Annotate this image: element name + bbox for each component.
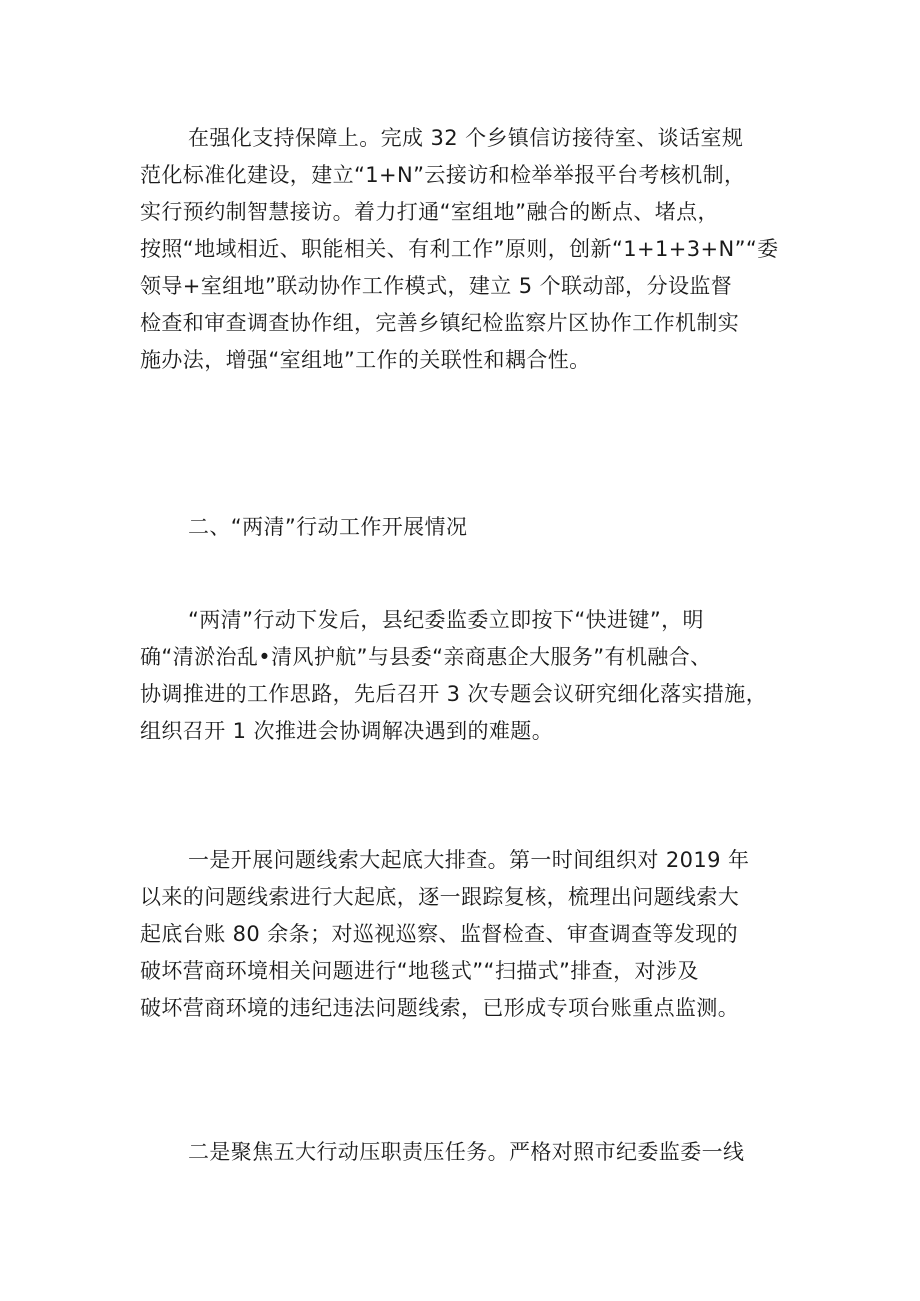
text-line: 施办法，增强“室组地”工作的关联性和耦合性。: [140, 348, 591, 372]
text-line: 组织召开 1 次推进会协调解决遇到的难题。: [140, 719, 554, 743]
text-line: 以来的问题线索进行大起底，逐一跟踪复核，梳理出问题线索大: [140, 885, 740, 909]
text-line: 按照“地域相近、职能相关、有利工作”原则，创新“1+1+3+N”“委: [140, 237, 779, 261]
paragraph-investigation: [140, 842, 800, 1027]
text-line: 确“清淤治乱•清风护航”与县委“亲商惠企大服务”有机融合、: [140, 645, 712, 669]
section-heading-text: 二、“两清”行动工作开展情况: [188, 515, 468, 539]
text-line: 一是开展问题线索大起底大排查。第一时间组织对 2019 年: [188, 848, 750, 872]
text-line: 范化标准化建设，建立“1+N”云接访和检举举报平台考核机制，: [140, 163, 746, 187]
paragraph-focus: [140, 1134, 800, 1171]
section-heading: [140, 509, 800, 546]
text-line: 二是聚焦五大行动压职责压任务。严格对照市纪委监委一线: [188, 1140, 745, 1164]
text-line: “两清”行动下发后，县纪委监委立即按下“快进键”，明: [188, 608, 704, 632]
text-line: 破坏营商环境相关问题进行“地毯式”“扫描式”排查，对涉及: [140, 959, 699, 983]
text-line: 破坏营商环境的违纪违法问题线索，已形成专项台账重点监测。: [140, 996, 740, 1020]
text-line: 在强化支持保障上。完成 32 个乡镇信访接待室、谈话室规: [188, 126, 744, 150]
text-line: 领导+室组地”联动协作工作模式，建立 5 个联动部，分设监督: [140, 274, 733, 298]
text-line: 实行预约制智慧接访。着力打通“室组地”融合的断点、堵点，: [140, 200, 719, 224]
paragraph-launch: [140, 602, 800, 750]
text-line: 起底台账 80 余条；对巡视巡察、监督检查、审查调查等发现的: [140, 922, 739, 946]
paragraph-support-guarantee: [140, 120, 800, 379]
text-line: 检查和审查调查协作组，完善乡镇纪检监察片区协作工作机制实: [140, 311, 740, 335]
text-line: 协调推进的工作思路，先后召开 3 次专题会议研究细化落实措施，: [140, 682, 768, 706]
